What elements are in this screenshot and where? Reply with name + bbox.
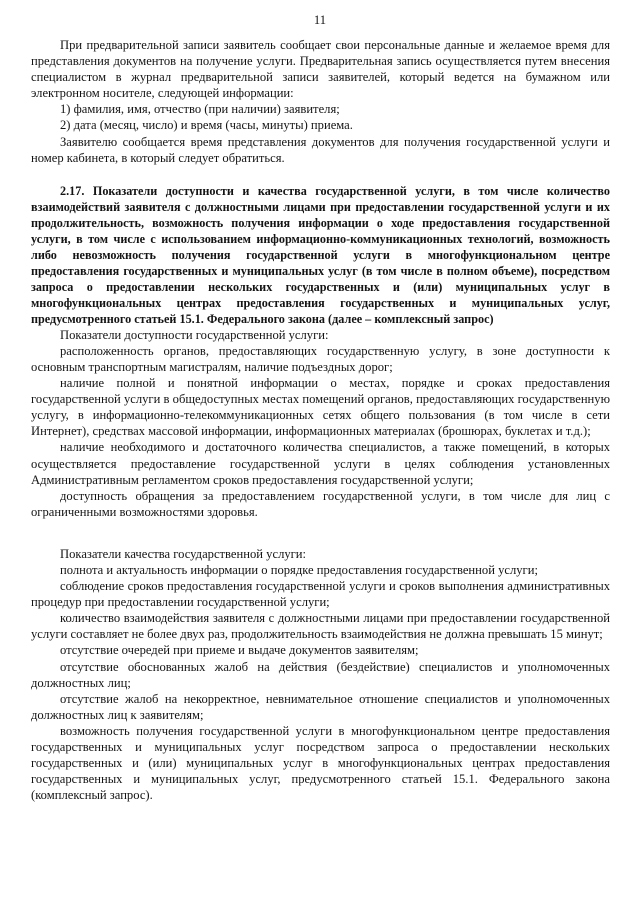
paragraph-preliminary-record: При предварительной записи заявитель сообщает свои персональные данные и желаемое время для представления документов на получение услуги. Предварительная запись осуществляется путем внесения специалистом в журнал предварительной записи заявителей, который ведется на бумажном или электронном носителе, следующей информации: (31, 38, 610, 101)
paragraph-quality-completeness: полнота и актуальность информации о порядке предоставления государственной услуги; (60, 562, 538, 577)
section-heading-2-17: 2.17. Показатели доступности и качества государственной услуги, в том числе количество взаимодействий заявителя с должностными лицами при предоставлении государственной услуги и их продолжительность, возможность получения информации о ходе предоставления государственной услуги, в том числе с использованием информационно-коммуникационных технологий, возможность либо невозможность получения государственной услуги в многофункциональном центре предоставления государственных и муниципальных услуг (в том числе в полном объеме), посредством запроса о предоставлении нескольких государственных и (или) муниципальных услуг в многофункциональных центрах предоставления государственных и муниципальных услуг, предусмотренного статьей 15.1. Федерального закона (далее – комплексный запрос) (31, 183, 610, 326)
page-number: 11 (313, 13, 327, 27)
paragraph-quality-no-queues: отсутствие очередей при приеме и выдаче документов заявителям; (60, 643, 419, 658)
paragraph-quality-no-complaints: отсутствие обоснованных жалоб на действия (бездействие) специалистов и уполномоченных должностных лиц; (31, 659, 610, 690)
paragraph-quality-no-incorrect-attitude: отсутствие жалоб на некорректное, невнимательное отношение специалистов и уполномоченных должностных лиц к заявителям; (31, 691, 610, 722)
list-item-full-name: 1) фамилия, имя, отчество (при наличии) заявителя; (60, 102, 340, 117)
paragraph-quality-deadlines: соблюдение сроков предоставления государственной услуги и сроков выполнения административных процедур при предоставлении государственной услуги; (31, 579, 610, 610)
list-item-date-time: 2) дата (месяц, число) и время (часы, минуты) приема. (60, 118, 353, 133)
paragraph-accessibility-information: наличие полной и понятной информации о местах, порядке и сроках предоставления государственной услуги в общедоступных местах помещений органов, предоставляющих государственную услугу, в информационно-телекоммуникационных сетях общего пользования (в том числе в сети Интернет), средствах массовой информации, информационных материалах (брошюрах, буклетах и т.д.); (31, 376, 610, 439)
paragraph-accessibility-staff: наличие необходимого и достаточного количества специалистов, а также помещений, в которых осуществляется предоставление государственной услуги в целях соблюдения установленных Административным регламентом сроков предоставления государственной услуги; (31, 440, 610, 487)
paragraph-accessibility-location: расположенность органов, предоставляющих государственную услугу, в зоне доступности к основным транспортным магистралям, наличие подъездных дорог; (31, 343, 610, 374)
paragraph-accessibility-disabled: доступность обращения за предоставлением государственной услуги, в том числе для лиц с ограниченными возможностями здоровья. (31, 488, 610, 519)
paragraph-applicant-notice: Заявителю сообщается время представления документов для получения государственной услуги и номер кабинета, в который следует обратиться. (31, 134, 610, 165)
paragraph-quality-complex-request: возможность получения государственной услуги в многофункциональном центре предоставления государственных и муниципальных услуг посредством запроса о предоставлении нескольких государственных и (или) муниципальных услуг в многофункциональных центрах предоставления государственных и муниципальных услуг, предусмотренного статьей 15.1. Федерального закона (комплексный запрос). (31, 723, 610, 803)
paragraph-accessibility-indicators-heading: Показатели доступности государственной услуги: (60, 327, 329, 342)
paragraph-quality-interactions: количество взаимодействия заявителя с должностными лицами при предоставлении государственной услуги составляет не более двух раз, продолжительность взаимодействия не должна превышать 15 минут; (31, 611, 610, 642)
paragraph-quality-indicators-heading: Показатели качества государственной услуги: (60, 546, 307, 561)
